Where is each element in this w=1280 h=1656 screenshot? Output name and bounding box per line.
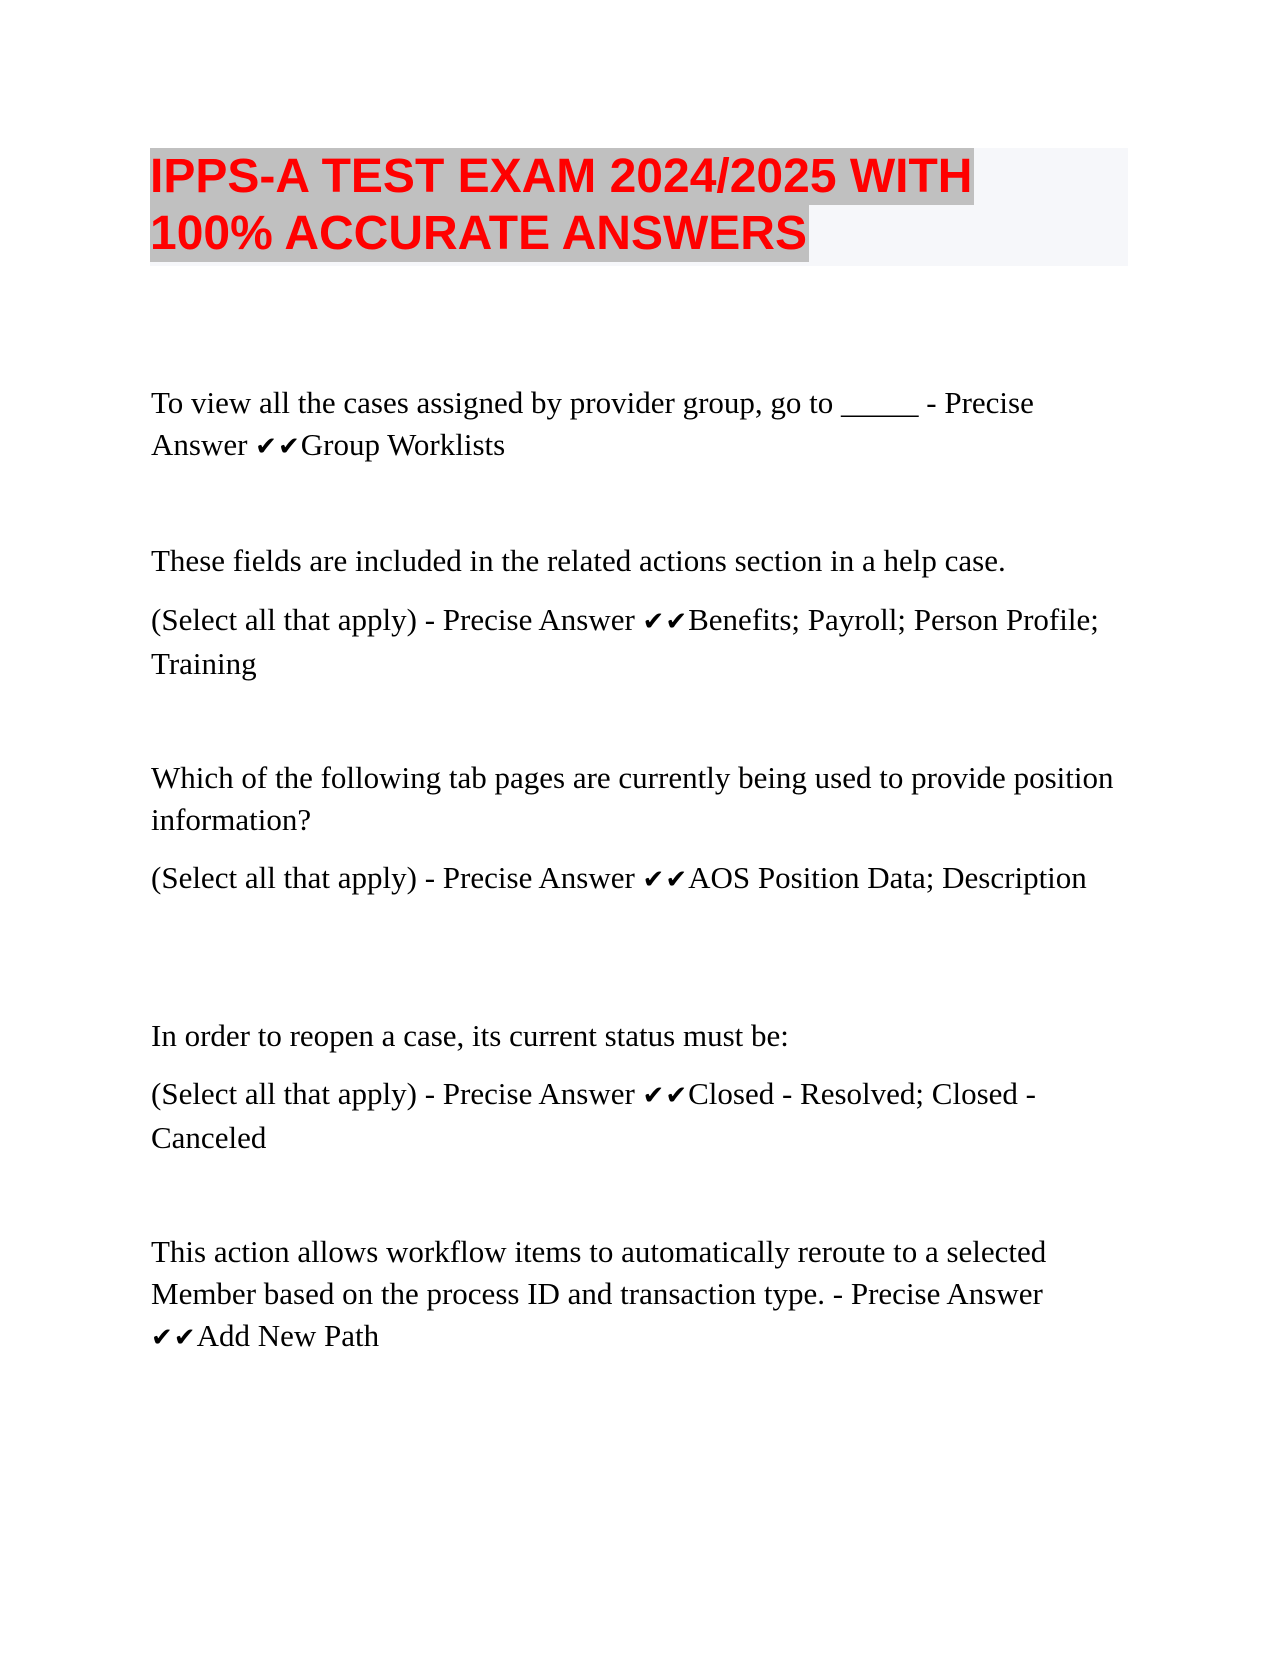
- check-mark-icon: ✔✔: [255, 432, 301, 462]
- title-line-1: IPPS-A TEST EXAM 2024/2025 WITH: [150, 150, 973, 203]
- answer-prefix: (Select all that apply) - Precise Answer: [151, 860, 643, 895]
- check-mark-icon: ✔✔: [151, 1323, 197, 1353]
- qa-item-5: [151, 1231, 1129, 1359]
- qa-item-3-answer: [151, 857, 1129, 901]
- question-text: These fields are included in the related actions section in a help case.: [151, 543, 1006, 578]
- qa-item-3-question: [151, 757, 1129, 841]
- answer-text: Benefits; Payroll; Person Profile; Training: [151, 602, 1099, 681]
- check-mark-icon: ✔✔: [642, 1081, 689, 1111]
- qa-item-2-question: [151, 540, 1129, 582]
- qa-item-1: [151, 382, 1129, 468]
- answer-text: Add New Path: [196, 1318, 380, 1353]
- question-text: To view all the cases assigned by provider group, go to _____ - Precise: [151, 385, 1034, 420]
- qa-item-2-answer: [151, 599, 1129, 685]
- answer-prefix: Answer: [151, 427, 256, 462]
- title-line-2: 100% ACCURATE ANSWERS: [150, 207, 807, 260]
- answer-text: Closed - Resolved; Closed - Canceled: [151, 1076, 1036, 1155]
- answer-text: Group Worklists: [300, 427, 506, 462]
- check-mark-icon: ✔✔: [642, 607, 689, 637]
- answer-text: AOS Position Data; Description: [688, 860, 1087, 895]
- question-text: In order to reopen a case, its current status must be:: [151, 1018, 789, 1053]
- qa-item-4-answer: [151, 1073, 1129, 1159]
- title-block: [150, 148, 1128, 266]
- qa-item-4-question: [151, 1015, 1129, 1057]
- answer-prefix: (Select all that apply) - Precise Answer: [151, 1076, 643, 1111]
- check-mark-icon: ✔✔: [642, 865, 689, 895]
- question-text: Which of the following tab pages are currently being used to provide position information?: [151, 760, 1114, 837]
- answer-prefix: (Select all that apply) - Precise Answer: [151, 602, 643, 637]
- page-title: [150, 148, 1128, 262]
- question-text: This action allows workflow items to automatically reroute to a selected Member based on the process ID and transaction type. - Precise Answer: [151, 1234, 1047, 1311]
